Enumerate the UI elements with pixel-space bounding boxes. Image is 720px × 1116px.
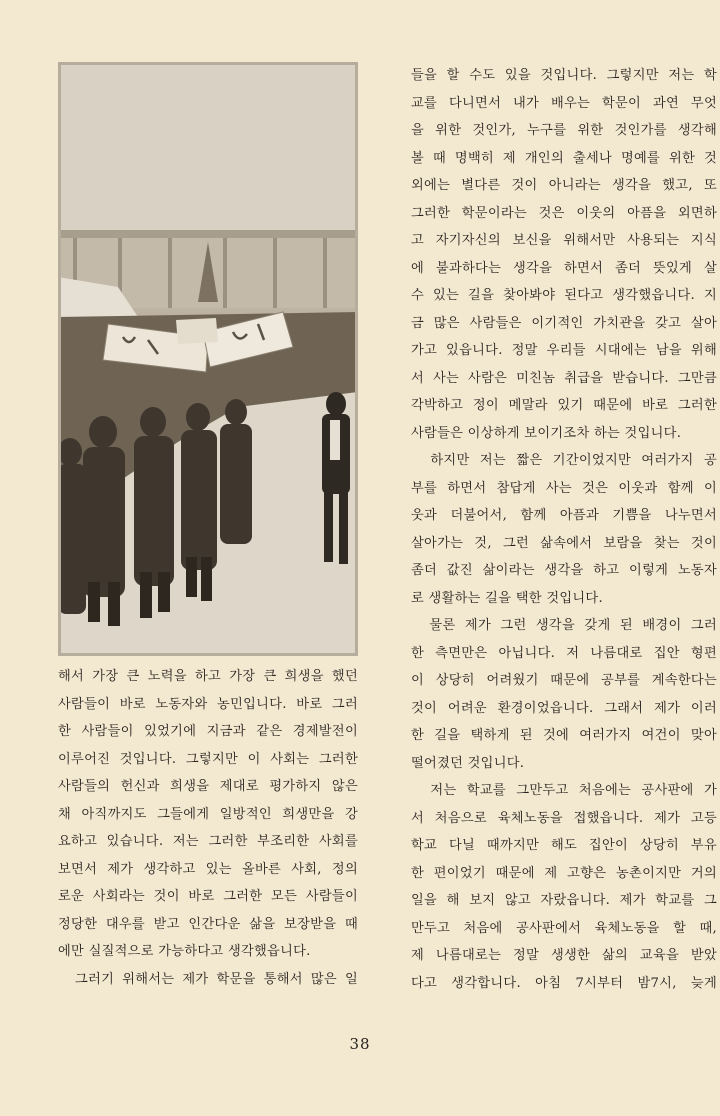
text-line: 웃과 더불어서, 함께 아픔과 기쁨을 나누면서 [411, 508, 717, 523]
text-line: 살아가는 것, 그런 삶속에서 보람을 찾는 것이 [411, 535, 717, 551]
text-line: 그러한 학문이라는 것은 이웃의 아픔을 외면하 [411, 205, 717, 221]
text-line: 보면서 제가 생각하고 있는 올바른 사회, 정의 [58, 861, 358, 877]
left-text-column [58, 663, 358, 993]
paragraph [411, 612, 717, 777]
text-line: 로운 사회라는 것이 바로 그러한 모든 사람들이 [58, 889, 358, 904]
text-line: 학교 다닐 때까지만 해도 집안이 상당히 부유 [411, 838, 717, 853]
text-line: 다고 생각합니다. 아침 7시부터 밤7시, 늦게 [411, 975, 717, 991]
paragraph [411, 447, 717, 612]
text-line: 한 측면만은 아닙니다. 저 나름대로 집안 형편 [411, 645, 717, 661]
text-line: 가고 있읍니다. 정말 우리들 시대에는 남을 위해 [411, 343, 717, 358]
text-line: 교를 다니면서 내가 배우는 학문이 과연 무엇 [411, 95, 717, 111]
text-line: 물론 제가 그런 생각을 갖게 된 배경이 그러 [411, 618, 717, 633]
text-line: 수 있는 길을 찾아봐야 된다고 생각했읍니다. 지 [411, 288, 717, 303]
text-line: 일을 해 보지 않고 자랐읍니다. 제가 학교를 그 [411, 893, 717, 908]
text-line: 정당한 대우를 받고 인간다운 삶을 보장받을 때 [58, 916, 358, 932]
text-line: 들을 할 수도 있을 것입니다. 그렇지만 저는 학 [411, 68, 717, 83]
text-line: 이 상당히 어려웠기 때문에 공부를 계속한다는 [411, 673, 717, 688]
text-line: 것이 어려운 환경이었읍니다. 그래서 제가 이러 [411, 700, 717, 716]
text-line: 떨어졌던 것입니다. [411, 755, 525, 771]
text-line: 그러기 위해서는 제가 학문을 통해서 많은 일 [58, 971, 358, 987]
text-line: 해서 가장 큰 노력을 하고 가장 큰 희생을 했던 [58, 669, 358, 684]
text-line: 하지만 저는 짧은 기간이었지만 여러가지 공 [411, 453, 717, 468]
text-line: 고 자기자신의 보신을 위해서만 사용되는 지식 [411, 233, 717, 248]
text-line: 사람들이 바로 노동자와 농민입니다. 바로 그러 [58, 696, 358, 712]
text-line: 요하고 있습니다. 저는 그러한 부조리한 사회를 [58, 834, 358, 849]
text-line: 제 나름대로는 정말 생생한 삶의 교육을 받았 [411, 948, 717, 963]
text-line: 금 많은 사람들은 이기적인 가치관을 갖고 살아 [411, 315, 717, 331]
text-line: 볼 때 명백히 제 개인의 출세나 명예를 위한 것 [411, 150, 717, 166]
text-line: 부를 하면서 참답게 사는 것은 이웃과 함께 이 [411, 480, 717, 496]
paragraph [411, 777, 717, 997]
text-line: 에 불과하다는 생각을 하면서 좀더 뜻있게 살 [411, 260, 717, 276]
text-line: 한 사람들이 있었기에 지금과 같은 경제발전이 [58, 724, 358, 739]
text-line: 로 생활하는 길을 택한 것입니다. [411, 590, 603, 606]
text-line: 만두고 처음에 공사판에서 육체노동을 할 때, [411, 920, 717, 936]
paragraph [411, 62, 717, 447]
paragraph [58, 966, 358, 994]
page-number: 38 [349, 1035, 371, 1053]
text-line: 서 사는 사람은 미친놈 취급을 받습니다. 그만큼 [411, 370, 717, 386]
photo-illustration [58, 62, 358, 656]
right-text-column [411, 62, 717, 997]
paragraph [58, 663, 358, 966]
text-line: 좀더 값진 삶이라는 생각을 하고 이렇게 노동자 [411, 563, 717, 578]
text-line: 저는 학교를 그만두고 처음에는 공사판에 가 [411, 783, 717, 798]
text-line: 각박하고 정이 메말라 있기 때문에 바로 그러한 [411, 398, 717, 413]
text-line: 한 길을 택하게 된 것에 여러가지 여건이 맞아 [411, 728, 717, 743]
text-line: 을 위한 것인가, 누구를 위한 것인가를 생각해 [411, 123, 717, 138]
text-line: 사람들의 헌신과 희생을 제대로 평가하지 않은 [58, 779, 358, 794]
text-line: 에만 실질적으로 가능하다고 생각했읍니다. [58, 944, 311, 959]
text-line: 채 아직까지도 그들에게 일방적인 희생만을 강 [58, 806, 358, 822]
text-line: 외에는 별다른 것이 아니라는 생각을 했고, 또 [411, 178, 717, 193]
text-line: 사람들은 이상하게 보이기조차 하는 것입니다. [411, 425, 682, 441]
protest-photo [58, 62, 358, 656]
text-line: 서 처음으로 육체노동을 접했읍니다. 제가 고등 [411, 810, 717, 826]
text-line: 한 편이었기 때문에 제 고향은 농촌이지만 거의 [411, 865, 717, 881]
text-line: 이루어진 것입니다. 그렇지만 이 사회는 그러한 [58, 751, 358, 767]
